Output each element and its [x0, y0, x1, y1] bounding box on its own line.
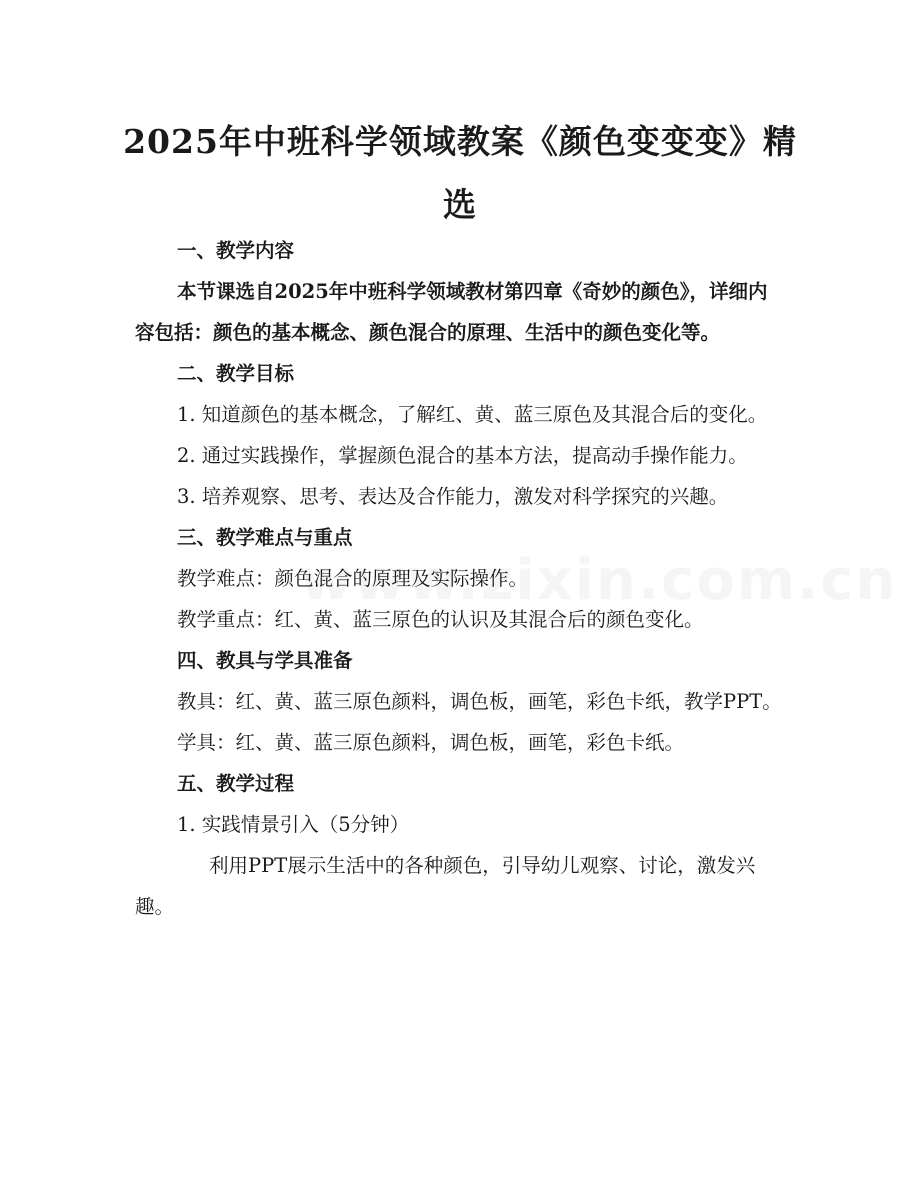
document-body [135, 230, 785, 927]
content-paragraph: 本节课选自2025年中班科学领域教材第四章《奇妙的颜色》，详细内容包括：颜色的基本概念、颜色混合的原理、生活中的颜色变化等。 [135, 280, 768, 344]
process-step-title: 1. 实践情景引入（5分钟） [177, 813, 410, 836]
objective-item: 3. 培养观察、思考、表达及合作能力，激发对科学探究的兴趣。 [177, 485, 729, 508]
section-heading-process: 五、教学过程 [177, 772, 295, 795]
objective-item: 1. 知道颜色的基本概念，了解红、黄、蓝三原色及其混合后的变化。 [177, 403, 768, 426]
key-point-paragraph: 教学重点：红、黄、蓝三原色的认识及其混合后的颜色变化。 [177, 608, 704, 631]
page-title: 2025年中班科学领域教案《颜色变变变》精选 [123, 122, 797, 224]
section-heading-objectives: 二、教学目标 [177, 362, 295, 385]
process-step-content: 利用PPT展示生活中的各种颜色，引导幼儿观察、讨论，激发兴趣。 [135, 854, 756, 918]
objective-item: 2. 通过实践操作，掌握颜色混合的基本方法，提高动手操作能力。 [177, 444, 748, 467]
learning-aids-paragraph: 学具：红、黄、蓝三原色颜料，调色板，画笔，彩色卡纸。 [177, 731, 685, 754]
section-heading-content: 一、教学内容 [177, 239, 295, 262]
section-heading-difficulty: 三、教学难点与重点 [177, 526, 353, 549]
difficulty-paragraph: 教学难点：颜色混合的原理及实际操作。 [177, 567, 529, 590]
teaching-aids-paragraph: 教具：红、黄、蓝三原色颜料，调色板，画笔，彩色卡纸，教学PPT。 [177, 690, 782, 713]
section-heading-materials: 四、教具与学具准备 [177, 649, 353, 672]
